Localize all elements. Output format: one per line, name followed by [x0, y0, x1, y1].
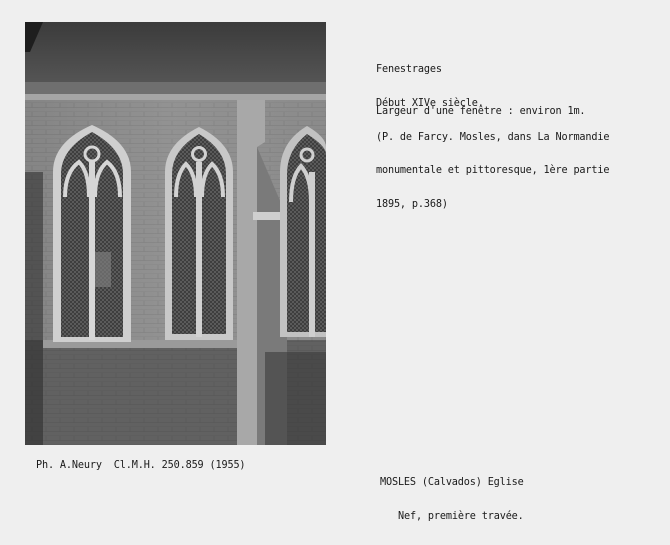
caption-block	[376, 42, 661, 232]
caption-line: Fenestrages	[376, 64, 442, 76]
window-middle	[165, 127, 233, 340]
window-left	[53, 125, 131, 342]
location-label	[380, 455, 524, 545]
caption-line: Début XIVe siècle.	[376, 98, 484, 110]
caption-line: 1895, p.368)	[376, 198, 448, 210]
window-right	[280, 126, 326, 337]
dimension-note: Largeur d'une fenêtre : environ 1m.	[376, 106, 586, 117]
location-line-1: MOSLES (Calvados) Eglise	[380, 477, 524, 489]
caption-line: monumentale et pittoresque, 1ère partie	[376, 165, 610, 177]
location-line-2: Nef, première travée.	[398, 511, 524, 523]
caption-line: (P. de Farcy. Mosles, dans La Normandie	[376, 131, 610, 143]
church-photograph	[25, 22, 326, 445]
photo-credit: Ph. A.Neury Cl.M.H. 250.859 (1955)	[36, 460, 246, 471]
